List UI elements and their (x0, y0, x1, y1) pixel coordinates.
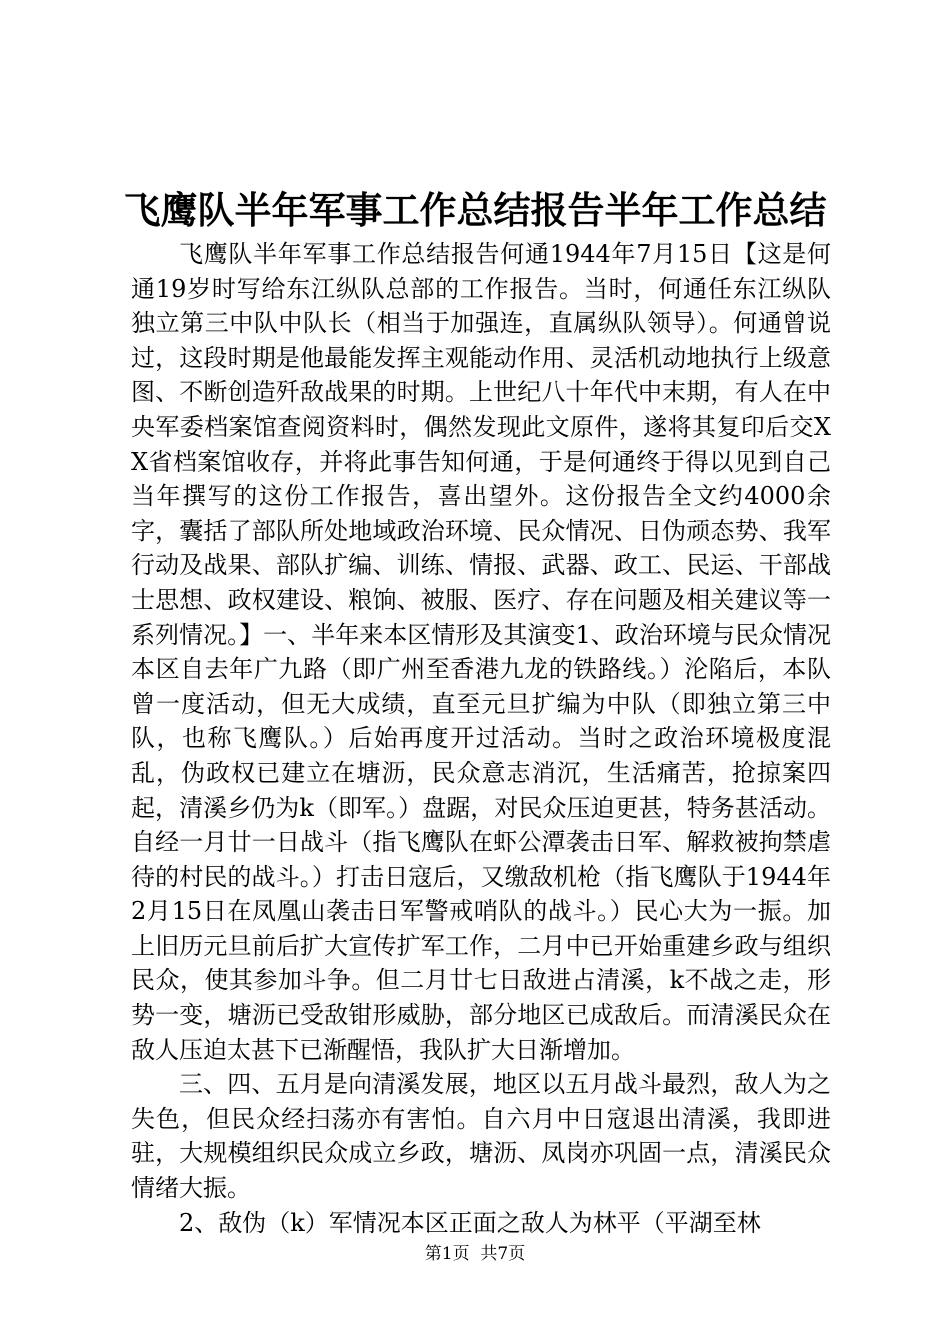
page-total: 共7页 (480, 1244, 526, 1264)
body-paragraph-2: 三、四、五月是向清溪发展，地区以五月战斗最烈，敌人为之失色，但民众经扫荡亦有害怕。自六月中日寇退出清溪，我即进驻，大规模组织民众成立乡政，塘沥、凤岗亦巩固一点，清溪民众情绪大振。 (131, 1070, 831, 1203)
footer-separator (470, 1244, 481, 1264)
document-title: 飞鹰队半年军事工作总结报告半年工作总结 (123, 188, 827, 232)
document-body (131, 237, 831, 1240)
body-paragraph-1: 飞鹰队半年军事工作总结报告何通1944年7月15日【这是何通19岁时写给东江纵队总部的工作报告。当时，何通任东江纵队独立第三中队中队长（相当于加强连，直属纵队领导）。何通曾说过，这段时期是他最能发挥主观能动作用、灵活机动地执行上级意图、不断创造歼敌战果的时期。上世纪八十年代中末期，有人在中央军委档案馆查阅资料时，偶然发现此文原件，遂将其复印后交XX省档案馆收存，并将此事告知何通，于是何通终于得以见到自己当年撰写的这份工作报告，喜出望外。这份报告全文约4000余字，囊括了部队所处地域政治环境、民众情况、日伪顽态势、我军行动及战果、部队扩编、训练、情报、武器、政工、民运、干部战士思想、政权建设、粮饷、被服、医疗、存在问题及相关建议等一系列情况。】一、半年来本区情形及其演变1、政治环境与民众情况本区自去年广九路（即广州至香港九龙的铁路线。）沦陷后，本队曾一度活动，但无大成绩，直至元旦扩编为中队（即独立第三中队，也称飞鹰队。）后始再度开过活动。当时之政治环境极度混乱，伪政权已建立在塘沥，民众意志消沉，生活痛苦，抢掠案四起，清溪乡仍为k（即军。）盘踞，对民众压迫更甚，特务甚活动。自经一月廿一日战斗（指飞鹰队在虾公潭袭击日军、解救被拘禁虐待的村民的战斗。）打击日寇后，又缴敌机枪（指飞鹰队于1944年2月15日在凤凰山袭击日军警戒哨队的战斗。）民心大为一振。加上旧历元旦前后扩大宣传扩军工作，二月中已开始重建乡政与组织民众，使其参加斗争。但二月廿七日敌进占清溪，k不战之走，形势一变，塘沥已受敌钳形威胁，部分地区已成敌后。而清溪民众在敌人压迫太甚下已渐醒悟，我队扩大日渐增加。 (131, 240, 831, 1064)
page-footer (0, 1243, 950, 1265)
body-paragraph-3: 2、敌伪（k）军情况本区正面之敌人为林平（平湖至林 (179, 1208, 761, 1237)
page-number: 第1页 (424, 1244, 470, 1264)
